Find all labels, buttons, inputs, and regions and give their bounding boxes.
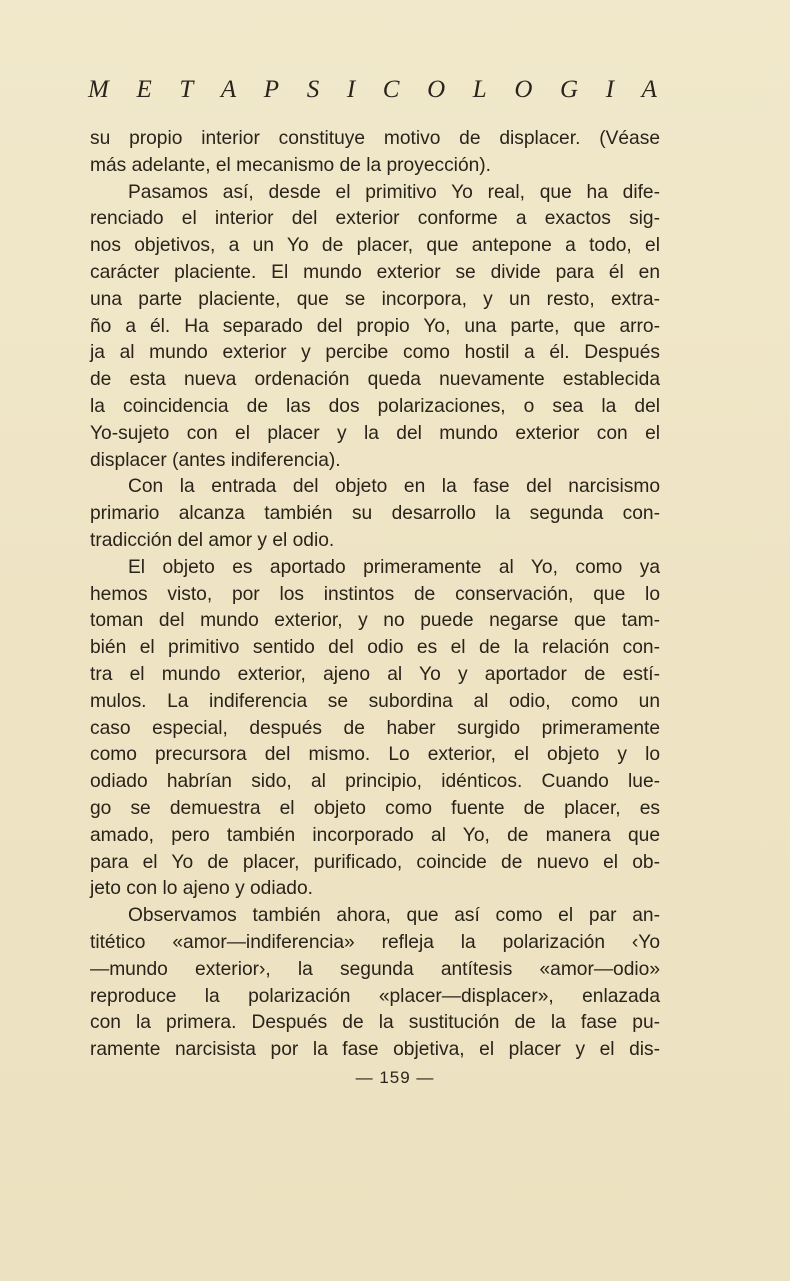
text-line: tradicción del amor y el odio.	[90, 529, 335, 551]
text-line: para el Yo de placer, purificado, coincide de nuevo el ob-	[90, 851, 660, 873]
running-head-letter: T	[179, 76, 195, 103]
text-line: tra el mundo exterior, ajeno al Yo y aportador de estí-	[90, 663, 660, 685]
text-line: carácter placiente. El mundo exterior se divide para él en	[90, 261, 660, 283]
running-head-letter: L	[472, 76, 488, 103]
text-line: ño a él. Ha separado del propio Yo, una parte, que arro-	[90, 315, 660, 337]
text-line: hemos visto, por los instintos de conservación, que lo	[90, 583, 660, 605]
text-line: titético «amor—indiferencia» refleja la polarización ‹Yo	[90, 931, 660, 953]
text-line: mulos. La indiferencia se subordina al odio, como un	[90, 690, 660, 712]
text-line: Con la entrada del objeto en la fase del narcisismo	[128, 476, 660, 498]
running-head-letter: A	[641, 76, 658, 103]
text-line: go se demuestra el objeto como fuente de placer, es	[90, 797, 660, 819]
text-line: con la primera. Después de la sustitución de la fase pu-	[90, 1012, 660, 1034]
text-line: El objeto es aportado primeramente al Yo, como ya	[128, 556, 660, 578]
running-head-letter: A	[220, 76, 238, 103]
running-head-letter: C	[382, 76, 401, 103]
running-head	[88, 76, 658, 104]
running-head-letter: E	[136, 76, 153, 103]
text-line: primario alcanza también su desarrollo la segunda con-	[90, 503, 660, 525]
text-line: la coincidencia de las dos polarizaciones, o sea la del	[90, 395, 660, 417]
running-head-letter: O	[514, 76, 534, 103]
running-head-letter: O	[427, 76, 447, 103]
text-line: jeto con lo ajeno y odiado.	[90, 878, 313, 900]
text-line: odiado habrían sido, al principio, idénticos. Cuando lue-	[90, 771, 660, 793]
text-line: su propio interior constituye motivo de displacer. (Véase	[90, 128, 660, 149]
text-line: bién el primitivo sentido del odio es el de la relación con-	[90, 637, 660, 659]
text-line: caso especial, después de haber surgido primeramente	[90, 717, 660, 739]
running-head-letter: I	[346, 76, 357, 103]
text-line: Yo-sujeto con el placer y la del mundo exterior con el	[90, 422, 660, 444]
text-line: Observamos también ahora, que así como el par an-	[128, 905, 660, 927]
running-head-letter: S	[306, 76, 321, 103]
text-line: renciado el interior del exterior conforme a exactos sig-	[90, 208, 660, 230]
text-line: toman del mundo exterior, y no puede negarse que tam-	[90, 610, 660, 632]
page-number: — 159 —	[355, 1068, 435, 1087]
text-line: de esta nueva ordenación queda nuevamente establecida	[90, 369, 660, 391]
running-head-letter: P	[263, 76, 281, 103]
text-line: —mundo exterior›, la segunda antítesis «amor—odio»	[90, 958, 660, 980]
text-line: como precursora del mismo. Lo exterior, el objeto y lo	[90, 744, 660, 766]
text-line: una parte placiente, que se incorpora, y un resto, extra-	[90, 288, 660, 310]
text-line: ja al mundo exterior y percibe como hostil a él. Después	[90, 342, 660, 364]
text-line: ramente narcisista por la fase objetiva, el placer y el dis-	[90, 1039, 660, 1061]
text-line: amado, pero también incorporado al Yo, de manera que	[90, 824, 660, 846]
text-line: reproduce la polarización «placer—displacer», enlazada	[90, 985, 660, 1007]
text-line: más adelante, el mecanismo de la proyección).	[90, 154, 492, 176]
text-line: displacer (antes indiferencia).	[90, 449, 341, 471]
running-head-letter: M	[88, 76, 110, 103]
body-text	[90, 126, 660, 1064]
running-head-letter: I	[605, 76, 616, 103]
text-line: nos objetivos, a un Yo de placer, que antepone a todo, el	[90, 235, 660, 257]
text-line: Pasamos así, desde el primitivo Yo real, que ha dife-	[128, 181, 660, 203]
running-head-letter: G	[560, 76, 580, 103]
